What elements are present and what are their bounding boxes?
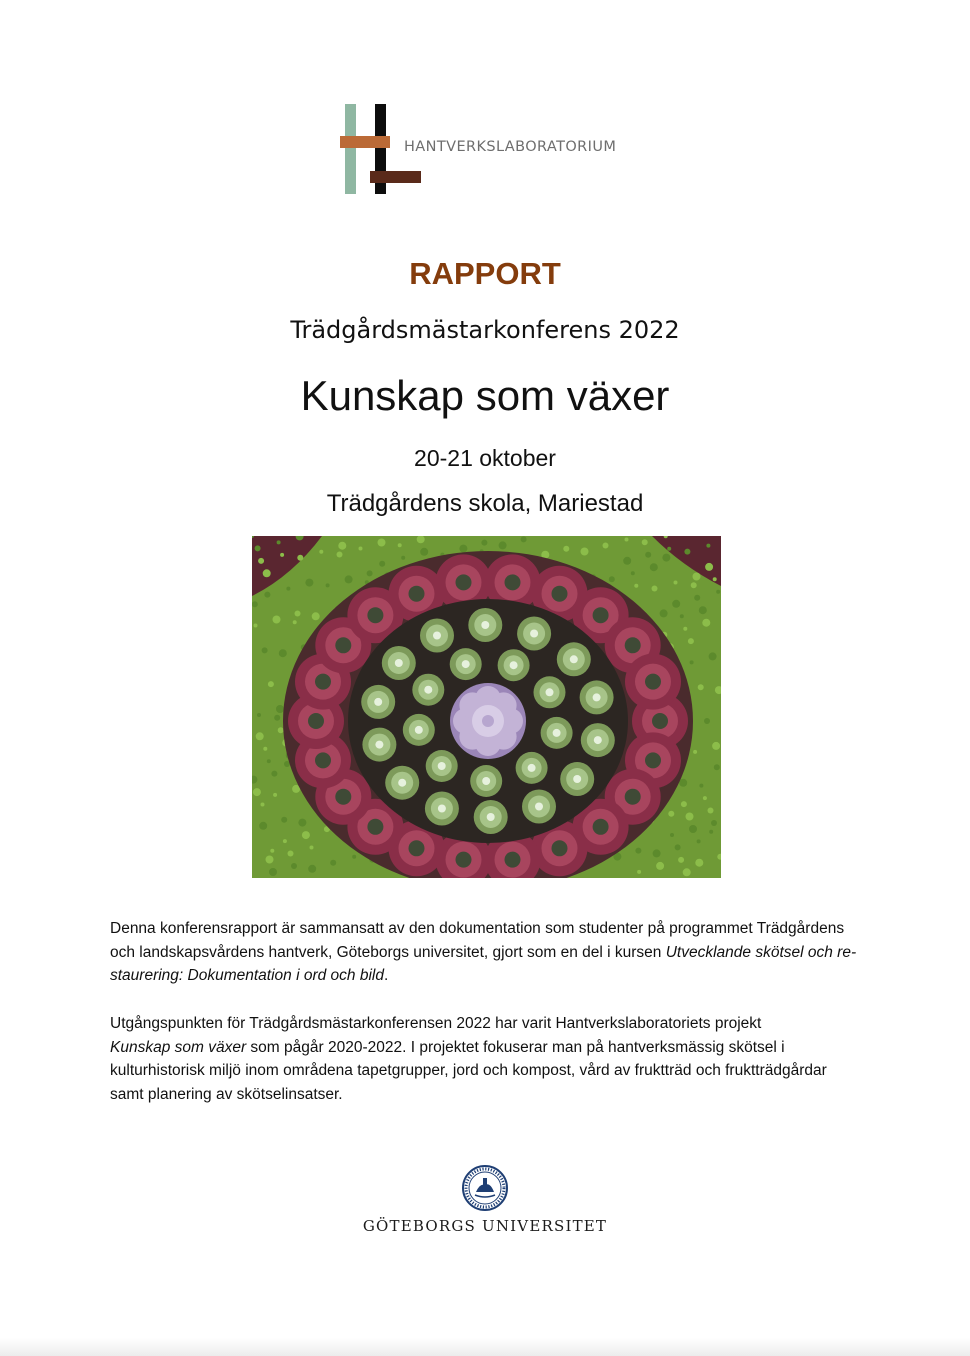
event-venue: Trädgårdens skola, Mariestad xyxy=(326,490,644,517)
moss-leaf xyxy=(267,759,271,763)
red-rosette-center xyxy=(335,637,351,653)
moss-leaf xyxy=(711,820,717,826)
moss-leaf xyxy=(259,822,267,830)
moss-leaf xyxy=(278,727,284,733)
moss-leaf xyxy=(581,548,589,556)
red-rosette-center xyxy=(456,852,472,868)
moss-leaf xyxy=(689,825,697,833)
moss-leaf xyxy=(298,819,306,827)
red-rosette-center xyxy=(367,819,383,835)
moss-leaf xyxy=(609,576,615,582)
moss-leaf xyxy=(693,750,697,754)
moss-leaf xyxy=(273,793,277,797)
moss-leaf xyxy=(401,556,405,560)
green-rosette-center xyxy=(573,775,581,783)
green-rosette-center xyxy=(510,661,518,669)
moss-leaf xyxy=(694,595,700,601)
moss-leaf xyxy=(642,539,648,545)
moss-leaf xyxy=(680,614,684,618)
moss-leaf xyxy=(330,860,336,866)
moss-leaf xyxy=(277,540,281,544)
moss-leaf xyxy=(698,684,704,690)
moss-leaf xyxy=(288,851,294,857)
green-rosette-center xyxy=(528,764,536,772)
moss-leaf xyxy=(398,543,402,547)
moss-leaf xyxy=(352,855,356,859)
logo-bar-orange xyxy=(340,136,390,148)
moss-leaf xyxy=(709,830,713,834)
moss-leaf xyxy=(650,563,658,571)
moss-leaf xyxy=(625,538,629,542)
moss-leaf xyxy=(261,803,265,807)
course-title-text: Utvecklande skötsel och re- xyxy=(665,943,857,961)
conference-name: Trädgårdsmästarkonferens 2022 xyxy=(290,316,680,344)
moss-leaf xyxy=(679,779,687,787)
red-rosette-center xyxy=(315,674,331,690)
green-rosette-center xyxy=(374,698,382,706)
paragraph-text: som pågår 2020-2022. I projektet fokuserar man på hantverksmässig skötsel i xyxy=(246,1038,785,1056)
moss-leaf xyxy=(319,550,323,554)
moss-leaf xyxy=(603,543,609,549)
moss-leaf xyxy=(268,681,274,687)
moss-leaf xyxy=(662,554,670,562)
page-title: Kunskap som växer xyxy=(300,372,670,419)
red-rosette-center xyxy=(409,840,425,856)
moss-leaf xyxy=(634,584,638,588)
green-rosette-center xyxy=(438,762,446,770)
moss-leaf xyxy=(631,571,635,575)
paragraph-line: samt planering av skötselinsatser. xyxy=(110,1085,343,1103)
moss-leaf xyxy=(281,817,287,823)
moss-leaf xyxy=(635,848,641,854)
paragraph-line: Denna konferensrapport är sammansatt av den dokumentation som studenter på programmet Trädgårdens xyxy=(110,920,845,937)
moss-leaf xyxy=(297,555,303,561)
moss-leaf xyxy=(367,570,373,576)
project-title-text: Kunskap som växer xyxy=(110,1038,247,1056)
event-dates: 20-21 oktober xyxy=(414,445,556,471)
moss-leaf xyxy=(714,764,720,770)
moss-leaf xyxy=(252,601,258,607)
moss-leaf xyxy=(310,846,314,850)
moss-leaf xyxy=(264,592,270,598)
moss-leaf xyxy=(295,611,301,617)
moss-leaf xyxy=(302,831,310,839)
project-paragraph xyxy=(110,1012,860,1106)
green-rosette-center xyxy=(535,803,543,811)
moss-leaf xyxy=(253,788,261,796)
green-rosette-center xyxy=(462,660,470,668)
green-rosette-center xyxy=(546,688,554,696)
moss-leaf xyxy=(257,713,261,717)
moss-leaf xyxy=(379,561,385,567)
moss-leaf xyxy=(699,784,703,788)
green-rosette-center xyxy=(438,805,446,813)
university-logo xyxy=(0,1165,970,1235)
paragraph-line: Utgångspunkten för Trädgårdsmästarkonferensen 2022 har varit Hantverkslaboratoriets projekt xyxy=(110,1015,762,1032)
intro-paragraph xyxy=(110,917,860,988)
moss-leaf xyxy=(255,545,261,551)
moss-leaf xyxy=(709,652,717,660)
paragraph-line xyxy=(110,1036,860,1060)
red-rosette-center xyxy=(652,713,668,729)
moss-leaf xyxy=(266,856,274,864)
red-rosette-center xyxy=(645,674,661,690)
moss-leaf xyxy=(653,849,661,857)
moss-leaf xyxy=(263,747,267,751)
moss-leaf xyxy=(293,620,297,624)
paragraph-line: kulturhistorisk miljö inom områdena tapetgrupper, jord och kompost, vård av fruktträd och fruktträdgårdar xyxy=(110,1062,827,1079)
red-rosette-center xyxy=(308,713,324,729)
green-rosette-center xyxy=(482,777,490,785)
moss-leaf xyxy=(338,542,346,550)
green-rosette-center xyxy=(570,655,578,663)
university-seal-icon xyxy=(462,1165,508,1211)
red-rosette-center xyxy=(593,607,609,623)
moss-leaf xyxy=(286,587,290,591)
moss-leaf xyxy=(481,540,487,546)
hantverkslaboratorium-logo xyxy=(340,103,640,195)
green-rosette-center xyxy=(530,630,538,638)
moss-leaf xyxy=(291,863,297,869)
page-edge-shadow xyxy=(0,1338,970,1356)
moss-leaf xyxy=(712,742,720,750)
red-rosette-center xyxy=(505,574,521,590)
moss-leaf xyxy=(312,612,320,620)
red-rosette-center xyxy=(593,819,609,835)
green-rosette-center xyxy=(593,693,601,701)
moss-leaf xyxy=(690,660,694,664)
green-rosette-center xyxy=(415,726,423,734)
green-rosette-center xyxy=(398,779,406,787)
report-label: RAPPORT xyxy=(409,256,561,291)
red-rosette-center xyxy=(552,586,568,602)
red-rosette-center xyxy=(456,574,472,590)
moss-leaf xyxy=(703,796,707,800)
moss-leaf xyxy=(262,647,268,653)
moss-leaf xyxy=(270,849,274,853)
moss-leaf xyxy=(660,609,668,617)
green-rosette-center xyxy=(433,632,441,640)
green-rosette-center xyxy=(553,729,561,737)
moss-leaf xyxy=(667,547,671,551)
moss-leaf xyxy=(274,715,280,721)
green-rosette-center xyxy=(395,659,403,667)
red-rosette-center xyxy=(552,840,568,856)
moss-leaf xyxy=(688,638,694,644)
moss-leaf xyxy=(563,546,569,552)
red-rosette-center xyxy=(409,586,425,602)
moss-leaf xyxy=(681,801,687,807)
moss-leaf xyxy=(269,868,277,876)
moss-leaf xyxy=(254,624,258,628)
moss-leaf xyxy=(623,557,631,565)
moss-leaf xyxy=(704,718,710,724)
moss-leaf xyxy=(699,606,707,614)
moss-leaf xyxy=(276,705,284,713)
paragraph-line xyxy=(110,941,860,965)
moss-leaf xyxy=(308,865,316,873)
moss-leaf xyxy=(652,586,658,592)
moss-leaf xyxy=(521,536,527,542)
moss-leaf xyxy=(705,563,713,571)
succulent-mandala-photo xyxy=(252,536,721,878)
moss-leaf xyxy=(345,575,353,583)
moss-leaf xyxy=(256,732,264,740)
moss-leaf xyxy=(693,573,701,581)
paragraph-line xyxy=(110,964,860,988)
moss-leaf xyxy=(697,839,701,843)
echeveria-core xyxy=(482,715,494,727)
moss-leaf xyxy=(420,548,428,556)
logo-bar-brown xyxy=(370,171,421,183)
green-rosette-center xyxy=(481,621,489,629)
moss-leaf xyxy=(678,857,684,863)
moss-leaf xyxy=(683,627,687,631)
photo-illustration xyxy=(252,536,721,878)
red-rosette-center xyxy=(625,789,641,805)
moss-leaf xyxy=(637,870,641,874)
moss-leaf xyxy=(702,619,710,627)
moss-leaf xyxy=(706,544,710,548)
moss-leaf xyxy=(708,808,714,814)
green-rosette-center xyxy=(487,813,495,821)
moss-leaf xyxy=(499,541,507,549)
moss-leaf xyxy=(695,859,703,867)
moss-leaf xyxy=(326,583,330,587)
moss-leaf xyxy=(337,552,343,558)
moss-leaf xyxy=(675,844,681,850)
moss-leaf xyxy=(672,600,680,608)
red-rosette-center xyxy=(625,637,641,653)
moss-leaf xyxy=(359,547,363,551)
logo-wordmark: HANTVERKSLABORATORIUM xyxy=(404,139,617,155)
red-rosette-center xyxy=(505,852,521,868)
moss-leaf xyxy=(280,553,284,557)
green-rosette-center xyxy=(375,741,383,749)
moss-leaf xyxy=(258,558,264,564)
university-name: GÖTEBORGS UNIVERSITET xyxy=(362,1217,608,1235)
moss-leaf xyxy=(273,616,281,624)
moss-leaf xyxy=(691,582,697,588)
red-rosette-center xyxy=(315,752,331,768)
moss-leaf xyxy=(283,839,287,843)
moss-leaf xyxy=(668,811,674,817)
moss-leaf xyxy=(683,868,691,876)
red-rosette-center xyxy=(645,752,661,768)
moss-leaf xyxy=(305,579,313,587)
moss-leaf xyxy=(716,590,720,594)
paragraph-text: och landskapsvårdens hantverk, Göteborgs universitet, gjort som en del i kursen xyxy=(110,943,666,961)
moss-leaf xyxy=(686,813,694,821)
paragraph-text: . xyxy=(383,967,389,984)
logo-bar-green xyxy=(345,104,356,194)
moss-leaf xyxy=(279,649,287,657)
green-rosette-center xyxy=(594,736,602,744)
moss-leaf xyxy=(378,539,386,547)
red-rosette-center xyxy=(335,789,351,805)
moss-leaf xyxy=(684,549,690,555)
course-title-text: staurering: Dokumentation i ord och bild xyxy=(110,967,384,984)
moss-leaf xyxy=(645,552,651,558)
moss-leaf xyxy=(674,581,678,585)
moss-leaf xyxy=(263,569,271,577)
green-rosette-center xyxy=(424,686,432,694)
moss-leaf xyxy=(271,771,277,777)
moss-leaf xyxy=(656,862,664,870)
red-rosette-center xyxy=(367,607,383,623)
moss-leaf xyxy=(713,577,717,581)
moss-leaf xyxy=(670,833,674,837)
moss-leaf xyxy=(459,545,467,553)
